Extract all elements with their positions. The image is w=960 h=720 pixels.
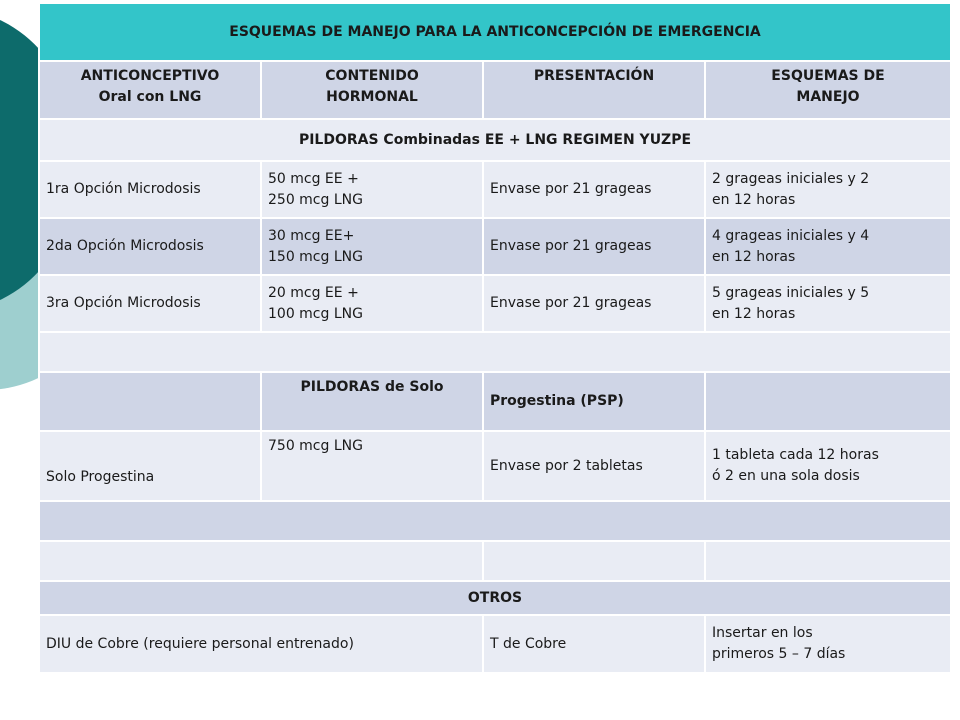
- header-anticonceptivo-line1: ANTICONCEPTIVO: [80, 68, 220, 84]
- anticonceptivo-cell: Solo Progestina: [39, 431, 261, 501]
- empty-row: [39, 501, 951, 541]
- empty-cell: [483, 541, 705, 581]
- empty-cell: [39, 372, 261, 431]
- header-esquemas-line1: ESQUEMAS DE: [771, 68, 885, 84]
- header-row: [39, 61, 951, 119]
- table-row: [39, 275, 951, 332]
- esquema-cell: [705, 218, 951, 275]
- header-anticonceptivo-line2: Oral con LNG: [98, 89, 202, 105]
- esquema-line1: 2 grageas iniciales y 2: [712, 170, 870, 187]
- esquema-line2: en 12 horas: [712, 248, 796, 265]
- table-row: [39, 218, 951, 275]
- anticonceptivo-cell: 2da Opción Microdosis: [39, 218, 261, 275]
- section-combined-title: PILDORAS Combinadas EE + LNG REGIMEN YUZPE: [39, 119, 951, 161]
- header-esquemas-line2: MANEJO: [796, 89, 860, 105]
- empty-cell: [39, 332, 951, 372]
- section-otros-title: OTROS: [39, 581, 951, 615]
- empty-cell: [705, 541, 951, 581]
- header-presentacion-line1: PRESENTACIÓN: [533, 68, 655, 84]
- esquema-cell: [705, 615, 951, 673]
- table-row: [39, 615, 951, 673]
- esquema-line2: en 12 horas: [712, 191, 796, 208]
- esquema-line2: en 12 horas: [712, 305, 796, 322]
- presentacion-cell: Envase por 2 tabletas: [483, 431, 705, 501]
- emergency-contraception-table: [38, 2, 952, 674]
- empty-row: [39, 541, 951, 581]
- header-contenido-line2: HORMONAL: [326, 89, 418, 105]
- esquema-cell: [705, 161, 951, 218]
- esquema-cell: [705, 275, 951, 332]
- contenido-line1: 30 mcg EE+: [268, 227, 355, 244]
- empty-cell: [705, 372, 951, 431]
- esquema-line1: 1 tableta cada 12 horas: [712, 447, 879, 463]
- table-row: [39, 161, 951, 218]
- presentacion-cell: Envase por 21 grageas: [483, 275, 705, 332]
- section-psp-title-part1: PILDORAS de Solo: [261, 372, 483, 431]
- esquema-line1: Insertar en los: [712, 625, 813, 641]
- table-row: [39, 431, 951, 501]
- contenido-line2: 150 mcg LNG: [268, 248, 363, 265]
- esquema-line1: 5 grageas iniciales y 5: [712, 284, 870, 301]
- section-psp-row: [39, 372, 951, 431]
- esquema-line2: primeros 5 – 7 días: [712, 646, 846, 662]
- header-esquemas: [705, 61, 951, 119]
- anticonceptivo-cell: DIU de Cobre (requiere personal entrenado): [39, 615, 483, 673]
- contenido-cell: 750 mcg LNG: [261, 431, 483, 501]
- esquema-cell: [705, 431, 951, 501]
- empty-row: [39, 332, 951, 372]
- section-combined-row: [39, 119, 951, 161]
- presentacion-cell: Envase por 21 grageas: [483, 218, 705, 275]
- section-otros-row: [39, 581, 951, 615]
- contenido-line2: 250 mcg LNG: [268, 191, 363, 208]
- contenido-line1: 20 mcg EE +: [268, 284, 359, 301]
- title-row: [39, 3, 951, 61]
- empty-cell: [39, 501, 951, 541]
- presentacion-cell: T de Cobre: [483, 615, 705, 673]
- contenido-line1: 50 mcg EE +: [268, 170, 359, 187]
- contenido-line2: 100 mcg LNG: [268, 305, 363, 322]
- empty-cell: [39, 541, 483, 581]
- contenido-cell: [261, 218, 483, 275]
- header-contenido: [261, 61, 483, 119]
- esquema-line2: ó 2 en una sola dosis: [712, 468, 860, 484]
- header-presentacion: [483, 61, 705, 119]
- section-psp-title-part2: Progestina (PSP): [483, 372, 705, 431]
- presentacion-cell: Envase por 21 grageas: [483, 161, 705, 218]
- header-contenido-line1: CONTENIDO: [325, 68, 419, 84]
- esquema-line1: 4 grageas iniciales y 4: [712, 227, 870, 244]
- contenido-cell: [261, 161, 483, 218]
- anticonceptivo-cell: 1ra Opción Microdosis: [39, 161, 261, 218]
- anticonceptivo-cell: 3ra Opción Microdosis: [39, 275, 261, 332]
- contenido-cell: [261, 275, 483, 332]
- header-anticonceptivo: [39, 61, 261, 119]
- table-title: ESQUEMAS DE MANEJO PARA LA ANTICONCEPCIÓN DE EMERGENCIA: [39, 3, 951, 61]
